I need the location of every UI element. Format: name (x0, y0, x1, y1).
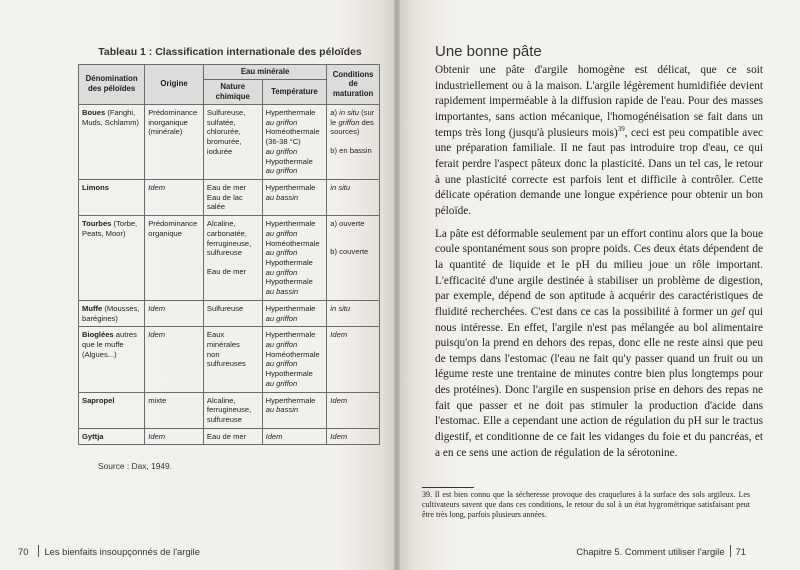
table-cell-line: Hypothermale (265, 369, 313, 379)
table-cell-line: Homéothermale (265, 238, 320, 248)
peloid-name: Bioglées (82, 330, 114, 340)
table-cell-line: Homéothermale (265, 349, 320, 359)
table-cell-line: Hypothermale (265, 257, 313, 267)
table-cell-nature (203, 300, 262, 326)
table-cell-line: chlorurée, (206, 127, 241, 137)
peloid-name: Boues (82, 107, 106, 117)
table-cell-line: au griffon (265, 248, 298, 258)
cell-gap (330, 137, 376, 146)
table-cell-origine (145, 392, 204, 428)
table-cell-conditions (327, 392, 380, 428)
table-cell-line: au bassin (265, 405, 299, 415)
table-cell-line: in situ (330, 303, 351, 313)
table-cell-conditions (327, 327, 380, 392)
table-cell-line: ferrugineuse, (206, 405, 252, 415)
table-cell-line: Prédominance (148, 219, 198, 229)
table-cell-line: non sulfureuses (206, 349, 246, 369)
body-text (435, 63, 763, 461)
table-cell-line: mixte (148, 395, 167, 405)
table-cell-line: Hyperthermale (265, 395, 316, 405)
table-cell-nature (203, 216, 262, 301)
table-cell-nature (203, 327, 262, 392)
table-cell-line: Hyperthermale (265, 330, 316, 340)
table-cell-line: Alcaline, (206, 219, 236, 229)
table-cell-line: Eau de mer (206, 431, 247, 441)
table-cell-line: Idem (148, 431, 166, 441)
header-conditions: Conditions de maturation (327, 65, 380, 105)
table-cell-line: au griffon (265, 228, 298, 238)
table-cell-line: ferrugineuse, (206, 238, 252, 248)
table-cell-temperature (262, 104, 327, 179)
table-cell-line: Idem (330, 395, 348, 405)
peloid-name-detail: autres que le muffe (Algues...) (82, 330, 137, 359)
table-cell-line: Eau de mer (206, 182, 247, 192)
table-cell-line: salée (206, 202, 226, 212)
left-running-title: Les bienfaits insoupçonnés de l'argile (44, 545, 200, 557)
table-cell-conditions (327, 179, 380, 215)
table-cell-line: le griffon des (330, 117, 374, 127)
table-cell-line: a) ouverte (330, 219, 365, 229)
table-cell-line: carbonatée, (206, 228, 248, 238)
table-cell-origine (145, 428, 204, 445)
table-cell-temperature (262, 428, 327, 445)
table-title: Tableau 1 : Classification internationale des péloïdes (98, 46, 362, 58)
footer-divider (38, 545, 39, 557)
table-cell-conditions (327, 216, 380, 301)
footnote-ref[interactable]: 39 (617, 124, 625, 133)
table-cell-conditions (327, 104, 380, 179)
table-row (79, 104, 380, 179)
right-page-number: 71 (735, 545, 746, 557)
table-cell-origine (145, 104, 204, 179)
table-cell-nature (203, 179, 262, 215)
table-cell-line: sources) (330, 127, 360, 137)
table-cell-line: au griffon (265, 166, 298, 176)
peloid-name-detail: (Torbe, Peats, Moor) (82, 219, 138, 238)
table-cell-line: Hypothermale (265, 277, 313, 287)
table-cell-line: au griffon (265, 359, 298, 369)
table-cell-line: au griffon (265, 267, 298, 277)
right-running-title: Chapitre 5. Comment utiliser l'argile (576, 545, 725, 557)
peloid-table (78, 64, 380, 454)
peloid-name: Sapropel (82, 395, 115, 405)
table-cell-line: sulfatée, (206, 117, 236, 127)
table-cell-line: Eau de mer (206, 266, 247, 276)
peloid-name: Gyttja (82, 431, 104, 441)
table-cell-line: Idem (265, 431, 283, 441)
table-cell-line: sulfureuse (206, 248, 242, 258)
table-cell-line: Alcaline, (206, 395, 236, 405)
table-cell-line: au griffon (265, 146, 298, 156)
table-cell-line: au griffon (265, 117, 298, 127)
cell-gap (330, 238, 376, 247)
header-eau-minerale: Eau minérale (203, 65, 326, 80)
cell-gap (207, 258, 259, 267)
table-cell-line: au griffon (265, 378, 298, 388)
table-cell-line: Idem (330, 431, 348, 441)
table-row (79, 300, 380, 326)
table-row (79, 179, 380, 215)
table-cell-line: Hyperthermale (265, 303, 316, 313)
peloid-name-detail: (Mousses, barégines) (82, 303, 140, 323)
table-cell-line: Hyperthermale (265, 182, 316, 192)
right-footer (576, 545, 746, 557)
table-cell-line: au griffon (265, 340, 298, 349)
table-cell-nature (203, 392, 262, 428)
footnote: 39. Il est bien connu que la sécheresse provoque des craquelures à la surface des sols argileux. Les cultivateurs savent que dans ces conditions, le retour du sol à un état hygrométrique satisfaisant peut être très long, parfois plusieurs années. (422, 490, 750, 519)
table-cell-denomination (79, 428, 145, 445)
table-cell-line: Hyperthermale (265, 219, 316, 229)
table-cell-temperature (262, 327, 327, 392)
table-cell-origine (145, 327, 204, 392)
header-temperature: Température (262, 79, 327, 104)
table-cell-line: bromurée, (206, 137, 242, 147)
table-cell-line: Idem (148, 303, 166, 313)
table-cell-denomination (79, 179, 145, 215)
table-cell-line: inorganique (148, 117, 188, 127)
table-cell-line: Eaux minérales (206, 330, 240, 349)
table-cell-denomination (79, 104, 145, 179)
table-cell-conditions (327, 300, 380, 326)
table-cell-line: Sulfureuse, (206, 107, 246, 117)
table-cell-temperature (262, 300, 327, 326)
table-cell-line: (minérale) (148, 127, 183, 137)
paragraph-1: Obtenir une pâte d'argile homogène est délicat, que ce soit industriellement ou à la maison. L'argile légèrement humidifiée devient rapidement imperméable à la diffusion rapide de l'eau. Pour des masses importantes, sans action mécanique, l'homogénéisation se fait dans un temps très long (jusqu'à plusieurs mois)$^{39}$, ceci est peu compatible avec une préparation familiale. Il ne faut pas introduire trop d'eau, ce qui ferait perdre l'aspect pâteux donc la plasticité. Dans un tel cas, le retour à une plasticité correcte est parfois lent et difficile à contrôler. Cette délicate opération demande une longue expérience pour obtenir un bon péloïde. (435, 64, 763, 217)
table-cell-line: a) in situ (sur (330, 107, 375, 117)
table-cell-line: in situ (330, 182, 351, 192)
table-cell-origine (145, 179, 204, 215)
table-cell-line: au bassin (265, 192, 299, 202)
table-cell-line: Hyperthermale (265, 107, 316, 117)
left-page-number: 70 (18, 545, 29, 557)
table-cell-line: au griffon (265, 313, 298, 323)
left-footer (18, 545, 200, 557)
table-cell-denomination (79, 327, 145, 392)
table-cell-line: organique (148, 228, 182, 238)
header-nature-chimique: Nature chimique (203, 79, 262, 104)
table-cell-denomination (79, 392, 145, 428)
footnote-rule (422, 487, 474, 488)
table-cell-line: Idem (148, 330, 166, 340)
table-source: Source : Dax, 1949. (98, 461, 173, 471)
cell-gap (330, 229, 376, 238)
table-cell-line: Homéothermale (265, 127, 320, 137)
table-row (79, 216, 380, 301)
header-origine: Origine (145, 65, 204, 105)
table-cell-line: Idem (148, 182, 166, 192)
paragraph-2: La pâte est déformable seulement par un effort continu alors que la boue coule spontanément sous son propre poids. Ces deux états dépendent de la quantité de liquide et le pH du milieu joue un rôle important. L'efficacité d'une argile destinée à stabiliser un problème de digestion, par exemple, dépend de son aptitude à acquérir des caractéristiques de fluidité recherchées. C'est dans ce cas la possibilité à former un gel qui nous intéresse. En effet, l'argile n'est pas mélangée au bol alimentaire puisqu'on la prend en dehors des repas, donc elle ne reste ainsi que peu de temps dans l'estomac (l'eau ne fait qu'y passer quand un fruit ou un légume reste une trentaine de minutes contre bien plus longtemps pour des protéines). Donc l'argile en suspension prise en dehors des repas ne fait que passer et ne doit pas stimuler la production d'acide dans l'estomac. Elle a cependant une action de régulation du pH sur le tractus digestif, et conditionne de ce fait les vidanges du foie et du pancréas, et a en ce sens une action de régulation de la sérotonine. (435, 227, 763, 459)
table-cell-origine (145, 216, 204, 301)
table-cell-origine (145, 300, 204, 326)
table-cell-line: (36-38 °C) (265, 137, 301, 147)
table-row (79, 327, 380, 392)
table-cell-denomination (79, 216, 145, 301)
table-cell-line: Sulfureuse (206, 303, 244, 313)
table-cell-denomination (79, 300, 145, 326)
peloid-name: Muffe (82, 303, 103, 313)
table-cell-line: b) couverte (330, 246, 369, 256)
table-cell-line: Idem (330, 330, 348, 340)
header-denomination: Dénomination des péloïdes (79, 65, 145, 105)
section-heading: Une bonne pâte (435, 43, 542, 60)
table-cell-temperature (262, 216, 327, 301)
table-row (79, 428, 380, 445)
table-cell-line: sulfureuse (206, 415, 242, 425)
book-gutter (394, 0, 400, 570)
peloid-name-detail: (Fanghi, Muds, Schlamm) (82, 107, 139, 127)
table-cell-line: b) en bassin (330, 146, 372, 156)
table-cell-temperature (262, 392, 327, 428)
table-row (79, 392, 380, 428)
table-cell-line: Eau de lac (206, 192, 243, 202)
table-cell-line: au bassin (265, 287, 299, 297)
table-cell-line: Hypothermale (265, 156, 313, 166)
table-cell-line: iodurée (206, 146, 233, 156)
table-cell-conditions (327, 428, 380, 445)
table-cell-temperature (262, 179, 327, 215)
footer-divider (730, 545, 731, 557)
table-cell-nature (203, 104, 262, 179)
table-cell-line: Prédominance (148, 107, 198, 117)
peloid-name: Limons (82, 182, 110, 192)
table-cell-nature (203, 428, 262, 445)
peloid-name: Tourbes (82, 219, 112, 229)
